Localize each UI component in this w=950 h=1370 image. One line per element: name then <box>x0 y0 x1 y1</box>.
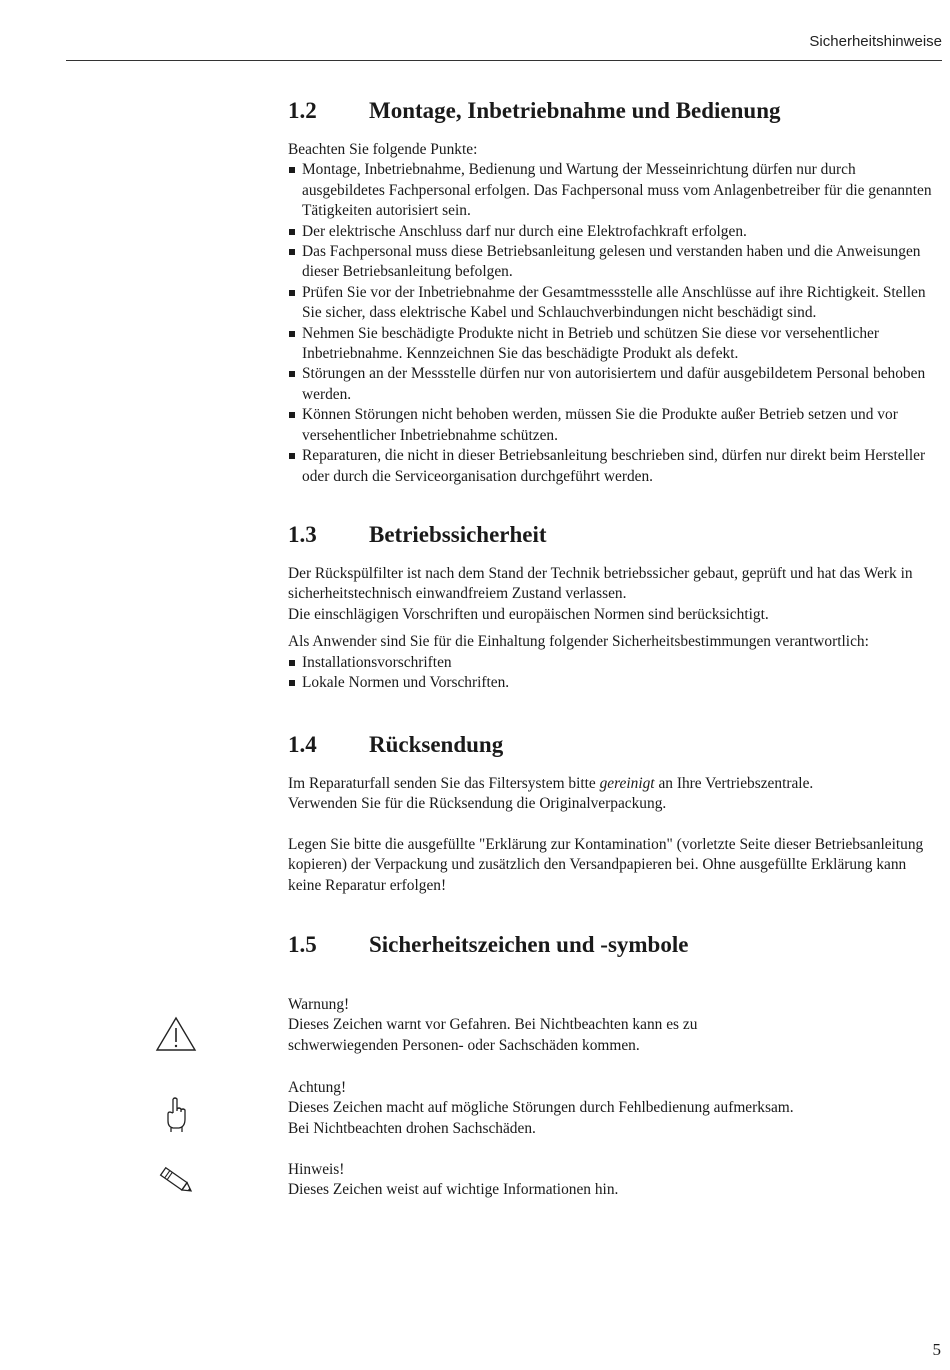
text-fragment: an Ihre Vertriebszentrale. <box>654 775 814 792</box>
header-rule <box>66 60 942 61</box>
section-1-4 <box>288 732 942 896</box>
list-item: Nehmen Sie beschädigte Produkte nicht in Betrieb und schützen Sie diese vor versehentlicher Inbetriebnahme. Kennzeichnen Sie das beschädigte Produkt als defekt. <box>288 324 942 365</box>
paragraph: Die einschlägigen Vorschriften und europäischen Normen sind berücksichtigt. <box>288 605 769 623</box>
symbol-description: Dieses Zeichen warnt vor Gefahren. Bei Nichtbeachten kann es zu <box>288 1016 698 1034</box>
symbol-warning <box>288 995 942 1056</box>
paragraph: Als Anwender sind Sie für die Einhaltung folgender Sicherheitsbestimmungen verantwortlich: <box>288 633 869 651</box>
paragraph <box>288 774 942 794</box>
text-fragment: Im Reparaturfall senden Sie das Filtersystem bitte <box>288 775 600 792</box>
paragraph: Legen Sie bitte die ausgefüllte "Erklärung zur Kontamination" (vorletzte Seite dieser Betriebsanleitung kopieren) der Verpackung und zusätzlich den Versandpapieren bei. Ohne ausgefüllte Erklärung kann keine Reparatur erfolgen! <box>288 835 924 894</box>
section-title: Sicherheitszeichen und -symbole <box>369 932 689 957</box>
list-item: Können Störungen nicht behoben werden, müssen Sie die Produkte außer Betrieb setzen und vor versehentlicher Inbetriebnahme schützen. <box>288 405 942 446</box>
pointing-hand-icon <box>162 1097 190 1133</box>
requirements-list <box>288 160 942 487</box>
symbol-label: Hinweis! <box>288 1161 345 1178</box>
section-1-3 <box>288 522 942 693</box>
section-title: Montage, Inbetriebnahme und Bedienung <box>369 98 781 123</box>
section-title: Rücksendung <box>369 732 504 757</box>
list-item: Lokale Normen und Vorschriften. <box>288 673 942 693</box>
list-item: Prüfen Sie vor der Inbetriebnahme der Gesamtmessstelle alle Anschlüsse auf ihre Richtigkeit. Stellen Sie sicher, dass elektrische Kabel und Schlauchverbindungen nicht beschädigt sind. <box>288 283 942 324</box>
paragraph: Verwenden Sie für die Rücksendung die Originalverpackung. <box>288 795 667 813</box>
section-heading <box>288 732 942 758</box>
list-item: Der elektrische Anschluss darf nur durch eine Elektrofachkraft erfolgen. <box>288 222 942 242</box>
section-title: Betriebssicherheit <box>369 522 547 547</box>
section-intro: Beachten Sie folgende Punkte: <box>288 141 478 158</box>
page-number: 5 <box>932 1340 941 1359</box>
symbol-label: Warnung! <box>288 996 350 1013</box>
warning-triangle-icon <box>155 1016 197 1052</box>
symbol-description: Dieses Zeichen weist auf wichtige Informationen hin. <box>288 1181 619 1199</box>
list-item: Installationsvorschriften <box>288 653 942 673</box>
running-header: Sicherheitshinweise <box>809 33 942 50</box>
section-1-5 <box>288 932 942 958</box>
section-number: 1.5 <box>288 932 317 957</box>
list-item: Reparaturen, die nicht in dieser Betriebsanleitung beschrieben sind, dürfen nur direkt beim Hersteller oder durch die Serviceorganisation durchgeführt werden. <box>288 446 942 487</box>
section-1-2 <box>288 98 942 487</box>
paragraph: Der Rückspülfilter ist nach dem Stand der Technik betriebssicher gebaut, geprüft und hat das Werk in sicherheitstechnisch einwandfreiem Zustand verlassen. <box>288 565 913 603</box>
pencil-icon <box>156 1166 196 1196</box>
list-item: Störungen an der Messstelle dürfen nur von autorisiertem und dafür ausgebildetem Personal behoben werden. <box>288 364 942 405</box>
symbol-description: Bei Nichtbeachten drohen Sachschäden. <box>288 1119 536 1137</box>
symbol-description: Dieses Zeichen macht auf mögliche Störungen durch Fehlbedienung aufmerksam. <box>288 1099 794 1117</box>
section-heading <box>288 522 942 548</box>
symbol-attention <box>288 1078 942 1139</box>
regulations-list <box>288 653 942 694</box>
section-number: 1.3 <box>288 522 317 547</box>
symbol-label: Achtung! <box>288 1079 347 1096</box>
section-number: 1.4 <box>288 732 317 757</box>
list-item: Montage, Inbetriebnahme, Bedienung und Wartung der Messeinrichtung dürfen nur durch ausgebildetes Fachpersonal erfolgen. Das Fachpersonal muss vom Anlagenbetreiber für die genannten Tätigkeiten autorisiert sein. <box>288 160 942 221</box>
section-heading <box>288 932 942 958</box>
section-heading <box>288 98 942 124</box>
symbol-note <box>288 1160 942 1201</box>
section-number: 1.2 <box>288 98 317 123</box>
symbol-description: schwerwiegenden Personen- oder Sachschäden kommen. <box>288 1036 640 1054</box>
list-item: Das Fachpersonal muss diese Betriebsanleitung gelesen und verstanden haben und die Anweisungen dieser Betriebsanleitung befolgen. <box>288 242 942 283</box>
emphasis: gereinigt <box>599 775 655 792</box>
